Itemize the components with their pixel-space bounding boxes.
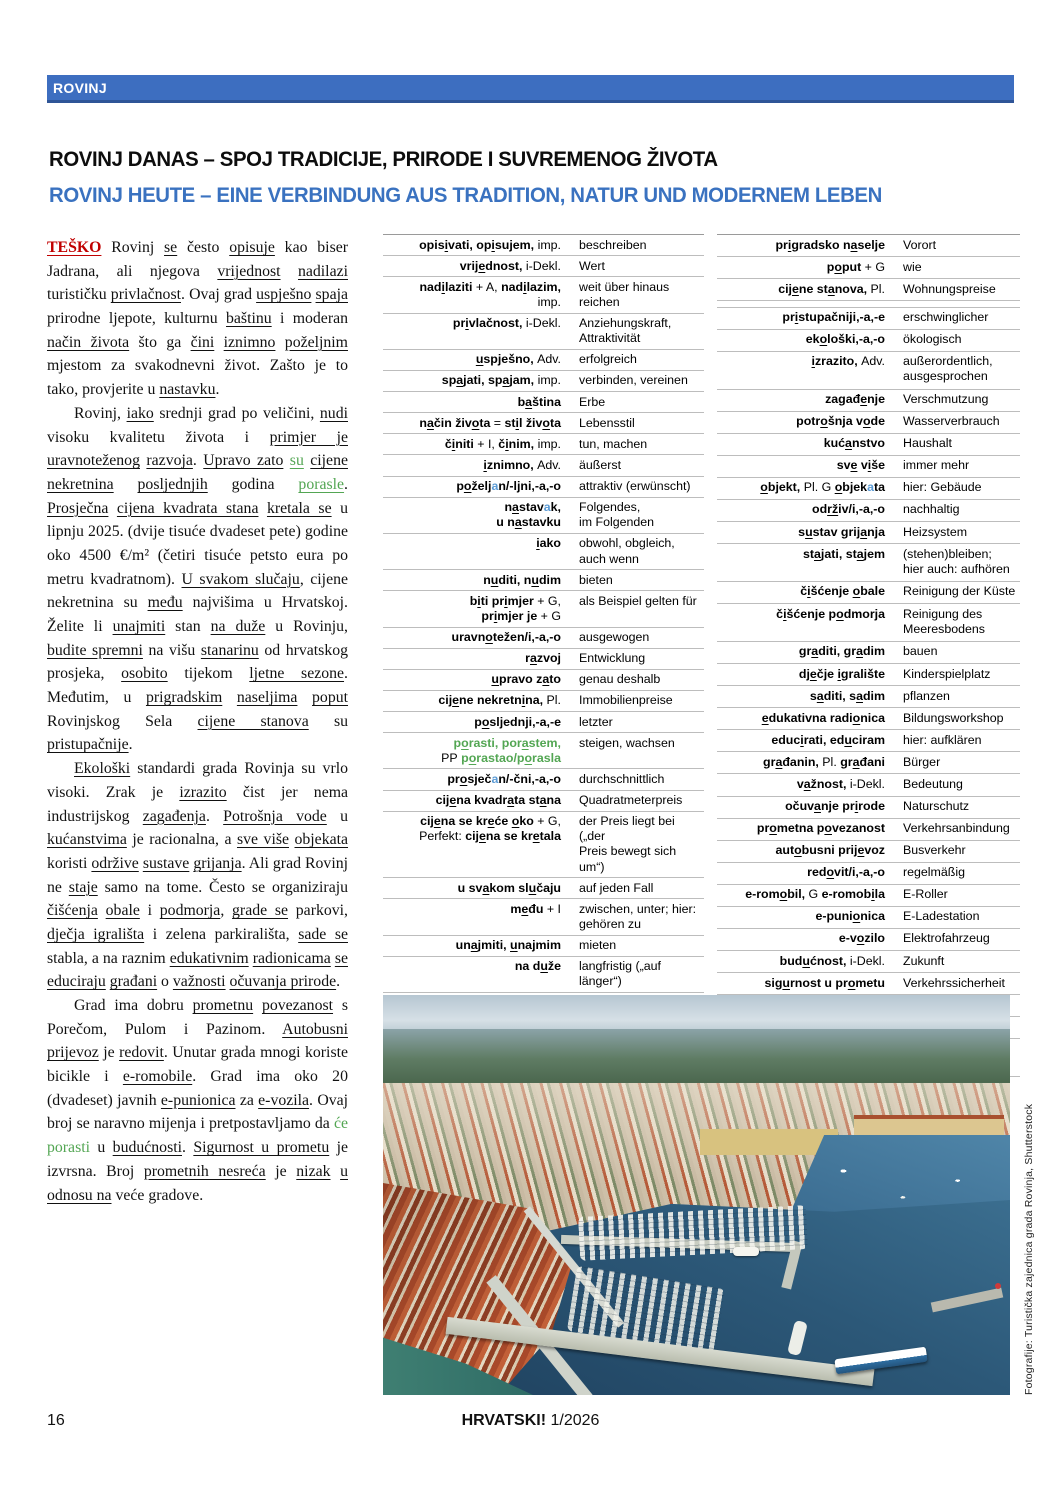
vocab-german: Verkehrsanbindung	[893, 818, 1020, 840]
vocab-croatian: nuditi, nudim	[383, 570, 569, 591]
vocab-croatian: građanin, Pl. građani	[717, 752, 893, 774]
vocab-croatian: poput + G	[717, 257, 893, 279]
vocab-german: Folgendes, im Folgenden	[569, 497, 704, 533]
vocab-row	[383, 769, 704, 790]
vocab-croatian: iznimno, Adv.	[383, 455, 569, 476]
vocab-row	[717, 686, 1020, 708]
vocab-croatian: izrazito, Adv.	[717, 351, 893, 389]
vocab-croatian: unajmiti, unajmim	[383, 935, 569, 956]
vocab-german: Quadratmeterpreis	[569, 790, 704, 811]
rovinj-aerial-photo	[383, 995, 1010, 1395]
vocab-croatian: cijene nekretnina, Pl.	[383, 690, 569, 711]
vocab-german: Reinigung des Meeresbodens	[893, 604, 1020, 642]
vocab-row	[717, 257, 1020, 279]
vocab-row	[717, 730, 1020, 752]
vocab-croatian: uravnotežen/i,-a,-o	[383, 627, 569, 648]
vocab-german: pflanzen	[893, 686, 1020, 708]
vocab-croatian: budućnost, i-Dekl.	[717, 951, 893, 973]
vocab-croatian: e-punionica	[717, 906, 893, 928]
vocab-row	[383, 235, 704, 256]
vocab-row	[717, 235, 1020, 257]
vocab-croatian: cijene stanova, Pl.	[717, 279, 893, 301]
vocab-german: der Preis liegt bei („der Preis bewegt sich um“)	[569, 811, 704, 878]
vocab-croatian: razvoj	[383, 648, 569, 669]
vocab-row	[383, 370, 704, 391]
vocab-row	[383, 956, 704, 992]
vocab-croatian: e-vozilo	[717, 928, 893, 950]
vocab-croatian: stajati, stajem	[717, 544, 893, 582]
vocab-german: Bürger	[893, 752, 1020, 774]
vocab-row	[383, 497, 704, 533]
vocab-croatian: porasti, porastem, PP porastao/porasla	[383, 733, 569, 769]
vocab-row	[717, 411, 1020, 433]
page-title: ROVINJ DANAS – SPOJ TRADICIJE, PRIRODE I SUVREMENOG ŽIVOTA	[49, 148, 718, 171]
vocab-row	[383, 533, 704, 569]
vocab-croatian: prigradsko naselje	[717, 235, 893, 257]
vocab-german: Verschmutzung	[893, 389, 1020, 411]
vocab-croatian: baština	[383, 392, 569, 413]
vocab-croatian: e-romobil, G e-romobila	[717, 884, 893, 906]
vocab-row	[383, 733, 704, 769]
vocab-croatian: educirati, educiram	[717, 730, 893, 752]
vocab-croatian: autobusni prijevoz	[717, 840, 893, 862]
vocab-croatian: kućanstvo	[717, 433, 893, 455]
vocab-row	[717, 708, 1020, 730]
vocab-german: weit über hinaus reichen	[569, 277, 704, 313]
vocab-german: erfolgreich	[569, 349, 704, 370]
vocab-croatian: potrošnja vode	[717, 411, 893, 433]
vocab-german: verbinden, vereinen	[569, 370, 704, 391]
vocab-row	[717, 522, 1020, 544]
vocab-german: Anziehungskraft, Attraktivität	[569, 313, 704, 349]
vocab-row	[383, 790, 704, 811]
vocab-row	[717, 604, 1020, 642]
vocab-row	[717, 818, 1020, 840]
vocab-german: Busverkehr	[893, 840, 1020, 862]
vocab-row	[717, 329, 1020, 351]
vocab-croatian: sustav grijanja	[717, 522, 893, 544]
vocab-row	[717, 973, 1020, 995]
vocab-german: ökologisch	[893, 329, 1020, 351]
photo-beacon-light	[995, 1283, 1001, 1289]
vocab-row	[383, 591, 704, 627]
vocab-croatian: očuvanje prirode	[717, 796, 893, 818]
vocab-croatian: graditi, gradim	[717, 641, 893, 663]
vocab-german: E-Roller	[893, 884, 1020, 906]
article-paragraph: TEŠKO Rovinj se često opisuje kao biser Jadrana, ali njegova vrijednost nadilazi turističku privlačnost. Ovaj grad uspješno spaja prirodne ljepote, kulturnu baštinu i moderan način života što ga čini iznimno poželjnim mjestom za svakodnevni život. Zašto je to tako, provjerite u nastavku.	[47, 239, 348, 399]
vocab-row	[717, 389, 1020, 411]
photo-white-boat	[733, 1247, 759, 1256]
vocab-row	[717, 951, 1020, 973]
vocab-german: obwohl, obgleich, auch wenn	[569, 533, 704, 569]
vocab-german: Vorort	[893, 235, 1020, 257]
page-number: 16	[47, 1412, 65, 1429]
vocab-row	[383, 899, 704, 935]
vocab-row	[383, 627, 704, 648]
article-paragraph: Grad ima dobru prometnu povezanost s Porečom, Pulom i Pazinom. Autobusni prijevoz je redovit. Unutar grada mnogi koriste bicikle i e-romobile. Grad ima oko 20 (dvadeset) javnih e-punionica za e-vozila. Ovaj broj se naravno mijenja i pretpostavljamo da će porasti u budućnosti. Sigurnost u prometu je izvrsna. Broj prometnih nesreća je nizak u odnosu na veće gradove.	[47, 997, 349, 1204]
vocab-row	[717, 774, 1020, 796]
vocab-row	[383, 811, 704, 878]
vocab-croatian: u svakom slučaju	[383, 878, 569, 899]
vocab-row	[383, 570, 704, 591]
vocab-german: regelmäßig	[893, 862, 1020, 884]
vocab-german: Lebensstil	[569, 413, 704, 434]
vocab-croatian: opisivati, opisujem, imp.	[383, 235, 569, 256]
vocab-german: Wert	[569, 256, 704, 277]
vocab-croatian: sigurnost u prometu	[717, 973, 893, 995]
vocab-german: Haushalt	[893, 433, 1020, 455]
vocab-row	[717, 884, 1020, 906]
vocab-croatian: cijena se kreće oko + G, Perfekt: cijena se kretala	[383, 811, 569, 878]
vocab-croatian: cijena kvadrata stana	[383, 790, 569, 811]
vocab-row	[717, 499, 1020, 521]
vocab-row	[717, 433, 1020, 455]
vocab-row	[383, 935, 704, 956]
vocab-german: (stehen)bleiben; hier auch: aufhören	[893, 544, 1020, 582]
vocab-german: Verkehrssicherheit	[893, 973, 1020, 995]
vocab-row	[383, 455, 704, 476]
vocab-croatian: spajati, spajam, imp.	[383, 370, 569, 391]
vocab-croatian: prometna povezanost	[717, 818, 893, 840]
magazine-issue: 1/2026	[550, 1412, 600, 1429]
vocab-row	[717, 279, 1020, 301]
vocab-german: zwischen, unter; hier: gehören zu	[569, 899, 704, 935]
vocab-croatian: edukativna radionica	[717, 708, 893, 730]
vocab-german: Wasserverbrauch	[893, 411, 1020, 433]
vocab-german: beschreiben	[569, 235, 704, 256]
vocab-row	[383, 256, 704, 277]
vocab-german: Entwicklung	[569, 648, 704, 669]
vocab-row	[717, 307, 1020, 329]
vocab-croatian: način života = stil života	[383, 413, 569, 434]
vocab-croatian: uspješno, Adv.	[383, 349, 569, 370]
vocab-german: hier: aufklären	[893, 730, 1020, 752]
vocab-german: mieten	[569, 935, 704, 956]
vocab-german: immer mehr	[893, 455, 1020, 477]
vocab-row	[717, 796, 1020, 818]
vocab-german: wie	[893, 257, 1020, 279]
vocab-row	[383, 878, 704, 899]
vocab-croatian: čišćenje podmorja	[717, 604, 893, 642]
article	[47, 236, 348, 1207]
vocab-row	[717, 840, 1020, 862]
vocab-row	[383, 669, 704, 690]
vocab-german: Naturschutz	[893, 796, 1020, 818]
photo-credit-caption: Fotografije: Turistička zajednica grada Rovinja, Shutterstock	[1023, 1103, 1035, 1395]
vocab-croatian: činiti + I, činim, imp.	[383, 434, 569, 455]
vocab-german: steigen, wachsen	[569, 733, 704, 769]
vocab-row	[717, 641, 1020, 663]
vocab-row	[383, 712, 704, 733]
vocab-croatian: iako	[383, 533, 569, 569]
vocab-row	[383, 392, 704, 413]
vocab-german: Bildungsworkshop	[893, 708, 1020, 730]
vocab-german: bauen	[893, 641, 1020, 663]
vocab-row	[383, 313, 704, 349]
vocab-croatian: posljednji,-a,-e	[383, 712, 569, 733]
section-band	[47, 75, 1014, 103]
vocab-german: als Beispiel gelten für	[569, 591, 704, 627]
page-subtitle: ROVINJ HEUTE – EINE VERBINDUNG AUS TRADITION, NATUR UND MODERNEM LEBEN	[49, 184, 882, 207]
vocab-row	[383, 434, 704, 455]
vocab-croatian: redovit/i,-a,-o	[717, 862, 893, 884]
vocab-croatian: sve više	[717, 455, 893, 477]
vocab-german: ausgewogen	[569, 627, 704, 648]
vocab-german: E-Ladestation	[893, 906, 1020, 928]
vocab-croatian: biti primjer + G, primjer je + G	[383, 591, 569, 627]
vocab-row	[717, 752, 1020, 774]
vocab-row	[383, 349, 704, 370]
vocab-croatian: čišćenje obale	[717, 581, 893, 603]
vocab-croatian: zagađenje	[717, 389, 893, 411]
vocab-croatian: privlačnost, i-Dekl.	[383, 313, 569, 349]
vocab-croatian: važnost, i-Dekl.	[717, 774, 893, 796]
vocab-row	[717, 351, 1020, 389]
vocab-german: Heizsystem	[893, 522, 1020, 544]
article-paragraph: Rovinj, iako srednji grad po veličini, nudi visoku kvalitetu života i primjer je uravnoteženog razvoja. Upravo zato su cijene nekretnina posljednjih godina porasle. Prosječna cijena kvadrata stana kretala se u lipnju 2025. (dvije tisuće dvadeset pete) godine oko 4500 €/m² (četiri tisuće petsto eura po metru kvadratnom). U svakom slučaju, cijene nekretnina su među najvišima u Hrvatskoj. Želite li unajmiti stan na duže u Rovinju, budite spremni na višu stanarinu od hrvatskog prosjeka, osobito tijekom ljetne sezone. Međutim, u prigradskim naseljima poput Rovinjskog Sela cijene stanova su pristupačnije.	[47, 404, 349, 754]
vocab-croatian: vrijednost, i-Dekl.	[383, 256, 569, 277]
footer-magazine-title	[0, 1412, 1061, 1430]
vocab-row	[717, 862, 1020, 884]
vocab-croatian: održiv/i,-a,-o	[717, 499, 893, 521]
vocab-german: außerordentlich, ausgesprochen	[893, 351, 1020, 389]
vocab-croatian: prosječan/-čni,-a,-o	[383, 769, 569, 790]
vocab-row	[383, 648, 704, 669]
vocab-german: Wohnungspreise	[893, 279, 1020, 301]
vocab-german: Immobilienpreise	[569, 690, 704, 711]
vocab-croatian: pristupačniji,-a,-e	[717, 307, 893, 329]
vocab-row	[717, 477, 1020, 499]
vocab-croatian: nadilaziti + A, nadilazim, imp.	[383, 277, 569, 313]
vocab-row	[383, 690, 704, 711]
vocab-german: Zukunft	[893, 951, 1020, 973]
vocab-croatian: poželjan/-ljni,-a,-o	[383, 476, 569, 497]
vocab-german: Reinigung der Küste	[893, 581, 1020, 603]
vocab-german: bieten	[569, 570, 704, 591]
vocab-row	[717, 455, 1020, 477]
article-paragraph: Ekološki standardi grada Rovinja su vrlo visoki. Zrak je izrazito čist jer nema industrijskog zagađenja. Potrošnja vode u kućanstvima je racionalna, a sve više objekata koristi održive sustave grijanja. Ali grad Rovinj ne staje samo na tome. Često se organiziraju čišćenja obale i podmorja, grade se parkovi, dječja igrališta i zelena parkirališta, sade se stabla, a na raznim edukativnim radionicama se educiraju građani o važnosti očuvanja prirode.	[47, 760, 349, 991]
vocab-german: Erbe	[569, 392, 704, 413]
vocab-german: langfristig („auf länger“)	[569, 956, 704, 992]
vocab-croatian: saditi, sadim	[717, 686, 893, 708]
section-band-label: ROVINJ	[53, 79, 107, 96]
vocab-row	[717, 906, 1020, 928]
vocab-table-left	[383, 234, 704, 1077]
vocab-german: attraktiv (erwünscht)	[569, 476, 704, 497]
vocab-german: hier: Gebäude	[893, 477, 1020, 499]
vocab-german: Bedeutung	[893, 774, 1020, 796]
vocab-croatian: upravo zato	[383, 669, 569, 690]
vocab-german: Elektrofahrzeug	[893, 928, 1020, 950]
vocab-german: nachhaltig	[893, 499, 1020, 521]
vocab-row	[383, 413, 704, 434]
vocab-german: genau deshalb	[569, 669, 704, 690]
vocab-table-right	[717, 234, 1020, 1077]
vocab-croatian: dječje igralište	[717, 664, 893, 686]
vocab-german: tun, machen	[569, 434, 704, 455]
vocab-row	[383, 277, 704, 313]
vocab-row	[717, 581, 1020, 603]
vocab-croatian: na duže	[383, 956, 569, 992]
vocab-german: letzter	[569, 712, 704, 733]
vocab-german: erschwinglicher	[893, 307, 1020, 329]
vocab-croatian: objekt, Pl. G objekata	[717, 477, 893, 499]
vocab-german: Kinderspielplatz	[893, 664, 1020, 686]
vocab-german: auf jeden Fall	[569, 878, 704, 899]
vocab-croatian: ekološki,-a,-o	[717, 329, 893, 351]
vocab-croatian: nastavak, u nastavku	[383, 497, 569, 533]
vocab-german: durchschnittlich	[569, 769, 704, 790]
vocab-tables	[383, 234, 1020, 1077]
magazine-name: HRVATSKI!	[461, 1412, 547, 1429]
vocab-row	[383, 476, 704, 497]
vocab-croatian: među + I	[383, 899, 569, 935]
vocab-row	[717, 664, 1020, 686]
vocab-row	[717, 928, 1020, 950]
vocab-german: äußerst	[569, 455, 704, 476]
vocab-row	[717, 544, 1020, 582]
